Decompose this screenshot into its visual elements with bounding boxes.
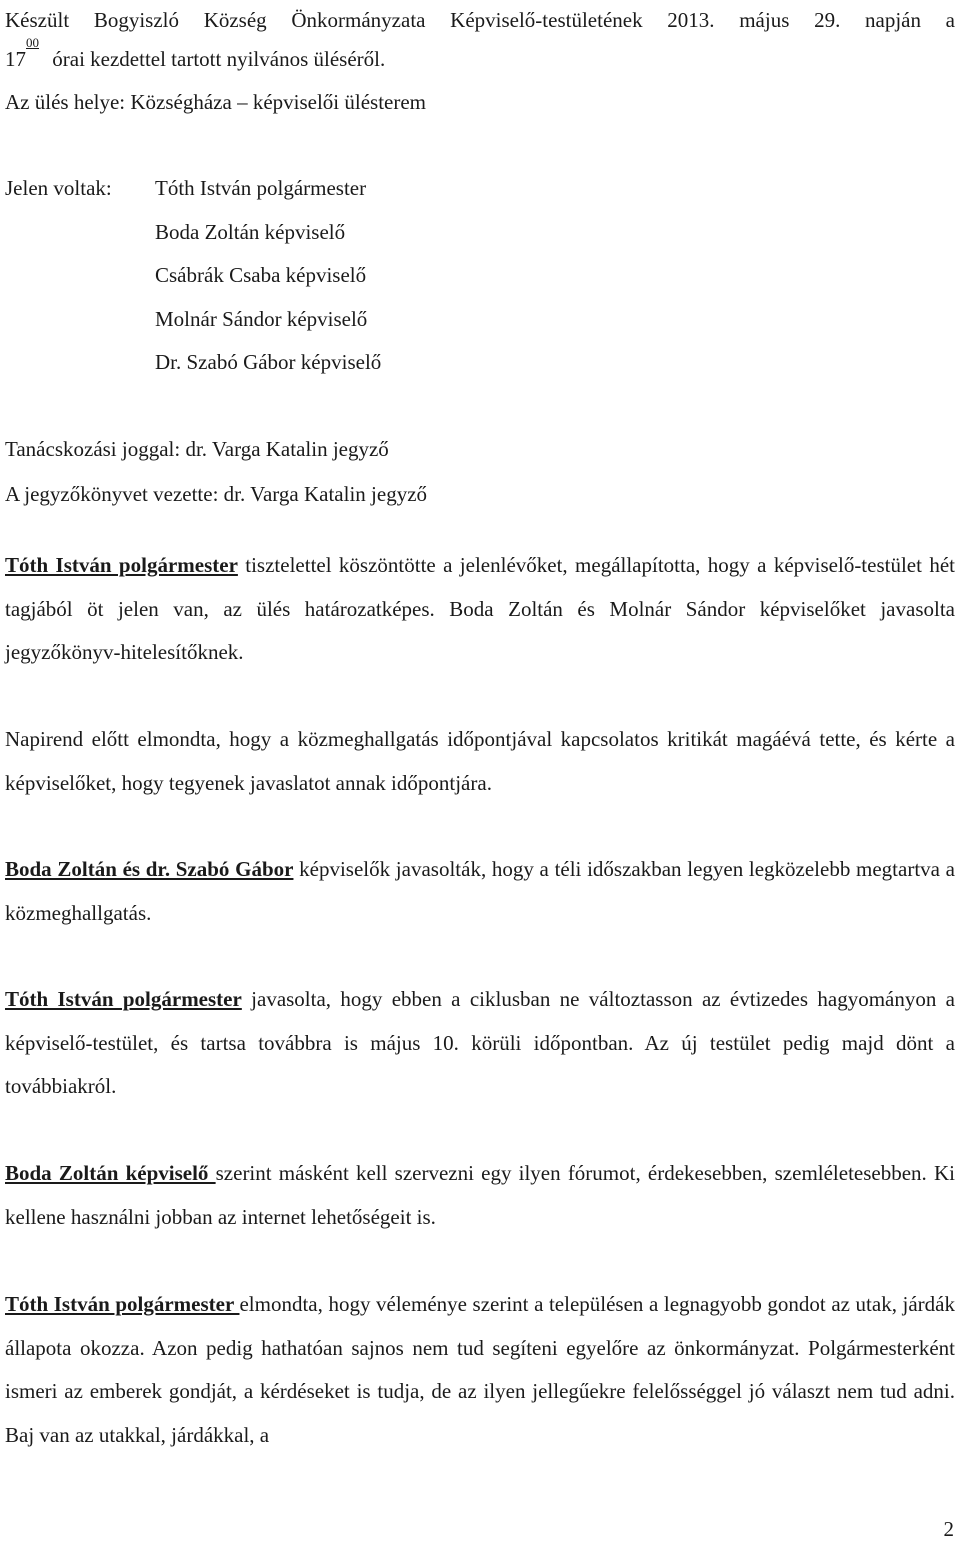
- meeting-minute: 00: [26, 35, 39, 50]
- speaker-name: Boda Zoltán és dr. Szabó Gábor: [5, 857, 294, 881]
- paragraph-6: [5, 1283, 955, 1457]
- member-5: Dr. Szabó Gábor képviselő: [155, 350, 382, 374]
- member-2: Boda Zoltán képviselő: [155, 220, 346, 244]
- advisory-line: Tanácskozási joggal: dr. Varga Katalin jegyző: [5, 437, 389, 461]
- paragraph-4: [5, 978, 955, 1109]
- member-1: Tóth István polgármester: [155, 176, 367, 200]
- paragraph-text: elmondta, hogy véleménye szerint a településen a legnagyobb gondot az utak, járdák állapota okozza. Azon pedig hathatóan sajnos nem tud segíteni egyelőre az önkormányzat. Polgármesterként ismeri az emberek gondját, a kérdéseket is tudja, de az ilyen jellegűekre felelősséggel jó választ nem tud adni. Baj van az utakkal, járdákkal, a: [5, 1292, 955, 1447]
- header-line-2: [5, 35, 386, 73]
- speaker-name: Tóth István polgármester: [5, 987, 242, 1011]
- speaker-name: Tóth István polgármester: [5, 1292, 240, 1316]
- meeting-location: Az ülés helye: Községháza – képviselői ülésterem: [5, 90, 427, 114]
- member-4: Molnár Sándor képviselő: [155, 307, 368, 331]
- paragraph-text: képviselők javasolták, hogy a téli időszakban legyen legközelebb megtartva a közmeghallgatás.: [5, 857, 955, 925]
- paragraph-text: szerint másként kell szervezni egy ilyen fórumot, érdekesebben, szemléletesebben. Ki kellene használni jobban az internet lehetőségeit is.: [5, 1161, 955, 1229]
- paragraph-3: [5, 848, 955, 935]
- paragraph-5: [5, 1152, 955, 1239]
- speaker-name: Boda Zoltán képviselő: [5, 1161, 216, 1185]
- paragraph-1: [5, 544, 955, 675]
- header-line-2-rest: órai kezdettel tartott nyilvános üléséről.: [52, 47, 386, 71]
- recorder-line: A jegyzőkönyvet vezette: dr. Varga Katalin jegyző: [5, 482, 428, 506]
- header-line-1: Készült Bogyiszló Község Önkormányzata Képviselő-testületének 2013. május 29. napján a: [5, 8, 955, 32]
- page-number: 2: [943, 1517, 954, 1541]
- attendance-label: Jelen voltak:: [5, 176, 112, 200]
- paragraph-text: tisztelettel köszöntötte a jelenlévőket, megállapította, hogy a képviselő-testület hét tagjából öt jelen van, az ülés határozatképes. Boda Zoltán és Molnár Sándor képviselőket javasolta jegyzőkönyv-hitelesítőknek.: [5, 553, 955, 664]
- paragraph-text: javasolta, hogy ebben a ciklusban ne változtasson az évtizedes hagyományon a képviselő-testület, és tartsa továbbra is május 10. körüli időpontban. Az új testület pedig majd dönt a továbbiakról.: [5, 987, 956, 1098]
- meeting-hour: 17: [5, 47, 26, 71]
- paragraph-text: Napirend előtt elmondta, hogy a közmeghallgatás időpontjával kapcsolatos kritikát magáévá tette, és kérte a képviselőket, hogy tegyenek javaslatot annak időpontjára.: [5, 727, 955, 795]
- member-3: Csábrák Csaba képviselő: [155, 263, 367, 287]
- speaker-name: Tóth István polgármester: [5, 553, 238, 577]
- paragraph-2: [5, 718, 955, 805]
